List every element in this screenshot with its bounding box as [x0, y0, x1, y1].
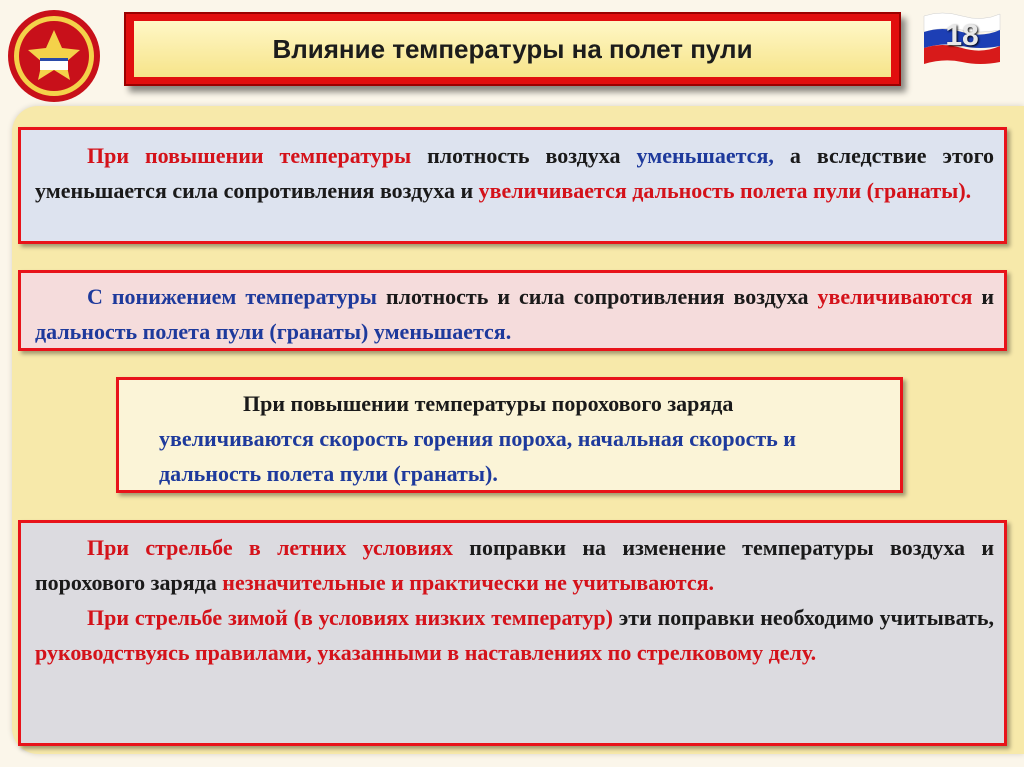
text-segment: При повышении температуры [87, 143, 412, 168]
text-segment: С понижением температуры [87, 284, 377, 309]
text-segment: а вследствие этого уменьшается сила сопротивления воздуха и [35, 143, 995, 203]
text-segment: руководствуясь правилами, указанными в наставлениях по стрелковому делу. [35, 640, 817, 665]
text-segment: увеличивается дальность полета пули (гранаты). [478, 178, 972, 203]
text-segment: При стрельбе в летних условиях [87, 535, 453, 560]
academy-emblem-icon [6, 8, 102, 104]
paragraph [35, 138, 994, 208]
paragraph [35, 530, 994, 600]
text-segment: увеличиваются скорость горения пороха, начальная скорость и дальность полета пули (гранаты). [159, 426, 796, 486]
paragraph [159, 386, 880, 491]
text-segment: и [981, 284, 995, 309]
page-number: 18 [945, 19, 979, 52]
info-box-temperature-decrease [18, 270, 1007, 351]
info-box-powder-charge [116, 377, 903, 493]
text-segment: уменьшается, [636, 143, 774, 168]
title-banner [124, 12, 901, 86]
paragraph [35, 279, 994, 349]
info-box-temperature-increase [18, 127, 1007, 244]
text-segment: эти поправки необходимо учитывать, [618, 605, 994, 630]
text-segment: плотность воздуха [427, 143, 621, 168]
text-segment: При повышении температуры порохового заряда [243, 391, 734, 416]
text-segment: поправки на изменение температуры воздуха и порохового заряда [35, 535, 994, 595]
text-segment: увеличиваются [817, 284, 973, 309]
text-segment: незначительные и практически не учитываются. [222, 570, 715, 595]
page-title: Влияние температуры на полет пули [272, 33, 753, 64]
text-segment: плотность и сила сопротивления воздуха [385, 284, 809, 309]
text-segment: дальность полета пули (гранаты) уменьшается. [35, 319, 512, 344]
info-box-firing-conditions [18, 520, 1007, 746]
text-segment: При стрельбе зимой (в условиях низких температур) [87, 605, 613, 630]
paragraph [35, 600, 994, 670]
